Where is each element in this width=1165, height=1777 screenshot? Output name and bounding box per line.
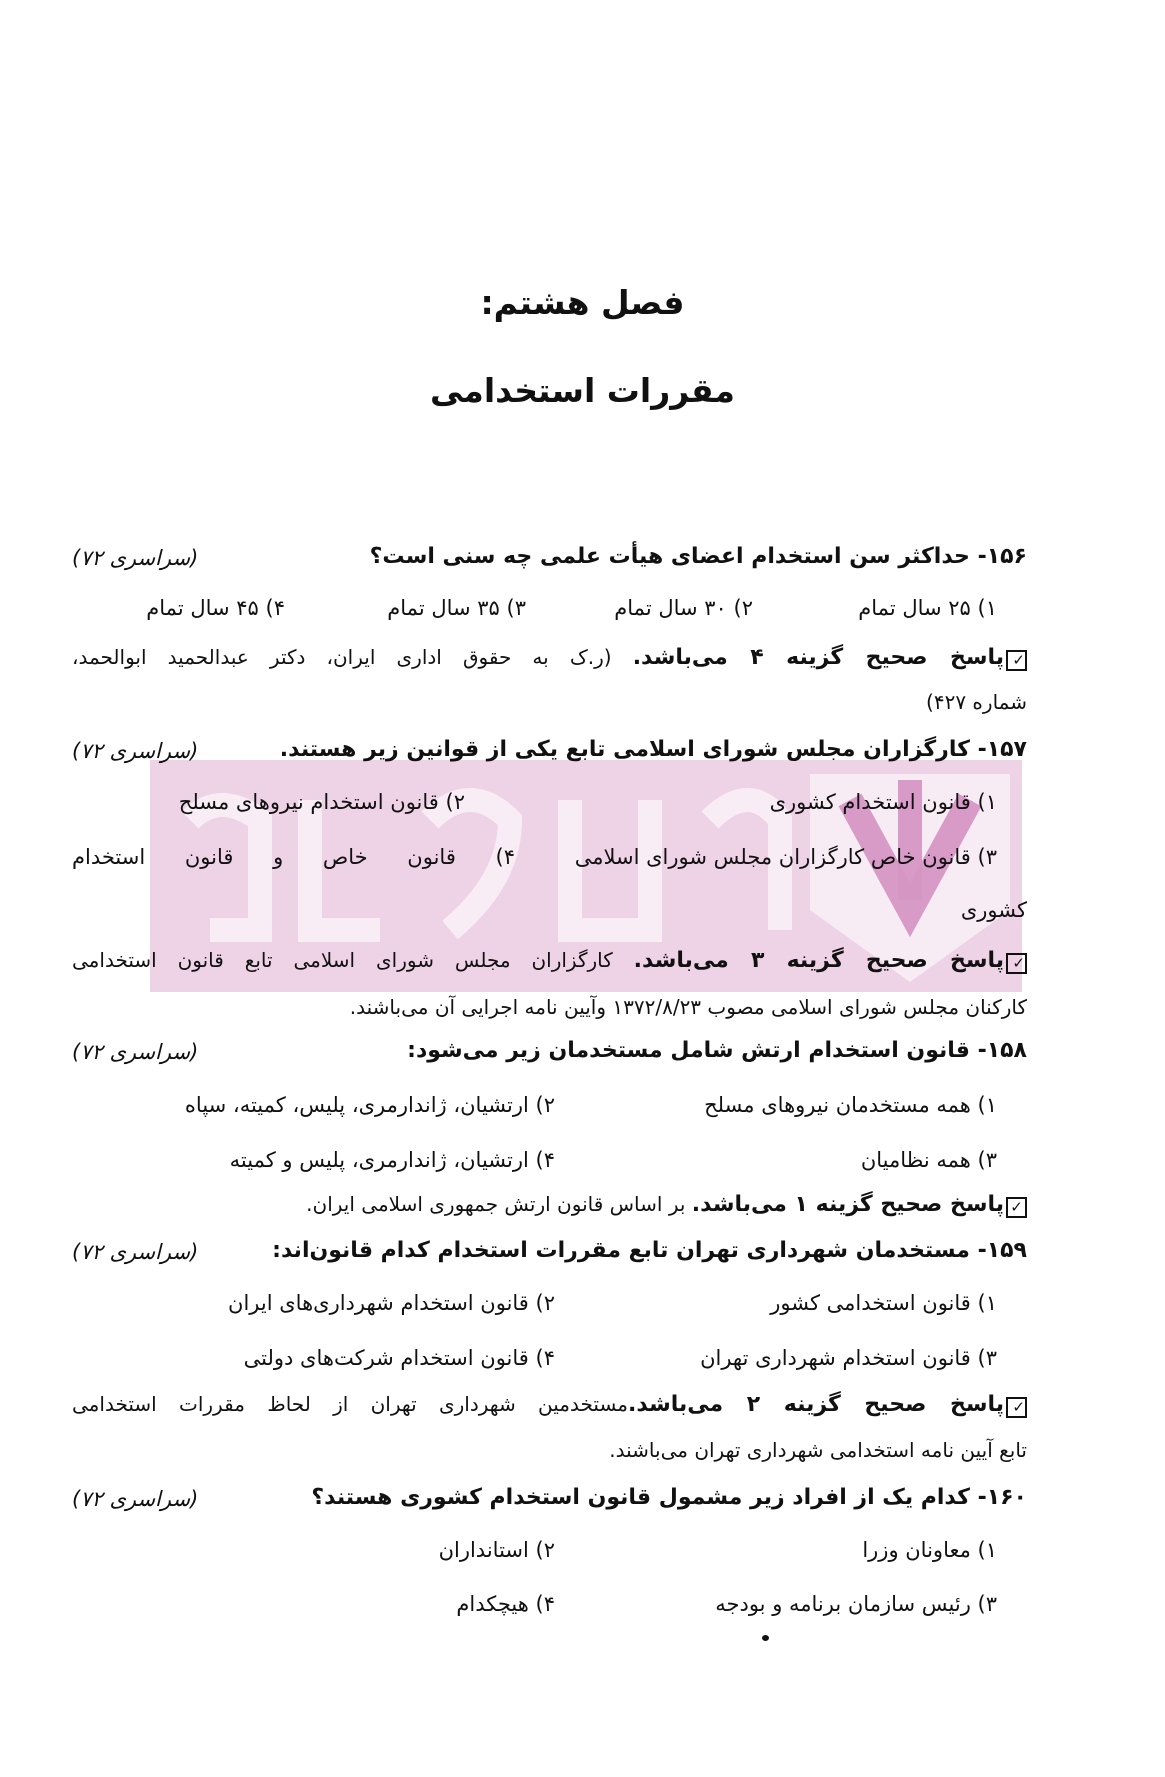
question-source: (سراسری ۷۲) xyxy=(72,1040,199,1064)
answer-156 xyxy=(72,645,1027,671)
option-4: ۴) ارتشیان، ژاندارمری، پلیس و کمیته xyxy=(229,1148,555,1172)
answer-157 xyxy=(72,948,1027,974)
option-3: ۳) قانون استخدام شهرداری تهران xyxy=(700,1346,997,1370)
option-1: ۱) همه مستخدمان نیروهای مسلح xyxy=(704,1093,997,1117)
question-157 xyxy=(72,737,1027,771)
option-3: ۳) قانون خاص کارگزاران مجلس شورای اسلامی xyxy=(574,845,997,869)
question-160 xyxy=(72,1485,1027,1519)
option-3: ۳) همه نظامیان xyxy=(860,1148,997,1172)
question-156 xyxy=(72,544,1027,578)
question-source: (سراسری ۷۲) xyxy=(72,1487,199,1511)
answer-156-line2: شماره ۴۲۷) xyxy=(926,690,1027,714)
answer-159 xyxy=(72,1392,1027,1418)
answer-158 xyxy=(72,1192,1027,1218)
answer-lead: پاسخ صحیح گزینه ۳ می‌باشد. xyxy=(633,948,1004,973)
answer-lead: پاسخ صحیح گزینه ۱ می‌باشد. xyxy=(691,1192,1004,1217)
answer-text: (ر.ک به حقوق اداری ایران، دکتر عبدالحمید ابوالحمد، xyxy=(72,645,633,669)
option-2: ۲) استانداران xyxy=(438,1538,555,1562)
option-4: ۴) هیچکدام xyxy=(456,1592,555,1616)
answer-lead: پاسخ صحیح گزینه ۴ می‌باشد. xyxy=(632,645,1004,670)
option-2: ۲) قانون استخدام شهرداری‌های ایران xyxy=(228,1291,555,1315)
option-3: ۳) رئیس سازمان برنامه و بودجه xyxy=(715,1592,997,1616)
question-text: ۱۵۹- مستخدمان شهرداری تهران تابع مقررات استخدام کدام قانون‌اند: xyxy=(272,1238,1027,1263)
option-1: ۱) قانون استخدام کشوری xyxy=(769,790,997,814)
option-2: ۲) ارتشیان، ژاندارمری، پلیس، کمیته، سپاه xyxy=(184,1093,555,1117)
checkbox-icon: ✓ xyxy=(1006,650,1027,671)
page-dot xyxy=(762,1635,769,1641)
answer-text: مستخدمین شهرداری تهران از لحاظ مقررات استخدامی xyxy=(72,1392,629,1416)
question-source: (سراسری ۷۲) xyxy=(72,1240,199,1264)
question-text: ۱۵۶- حداکثر سن استخدام اعضای هیأت علمی چه سنی است؟ xyxy=(369,544,1027,569)
option-4-continued: کشوری xyxy=(960,898,1027,922)
option-4: ۴) ۴۵ سال تمام xyxy=(146,596,285,620)
checkbox-icon: ✓ xyxy=(1006,1197,1027,1218)
answer-lead: پاسخ صحیح گزینه ۲ می‌باشد. xyxy=(628,1392,1004,1417)
option-1: ۱) معاونان وزرا xyxy=(862,1538,997,1562)
option-2: ۲) ۳۰ سال تمام xyxy=(614,596,753,620)
option-2: ۲) قانون استخدام نیروهای مسلح xyxy=(178,790,465,814)
checkbox-icon: ✓ xyxy=(1006,953,1027,974)
option-4: ۴) قانون خاص و قانون استخدام xyxy=(72,845,515,869)
answer-text: بر اساس قانون ارتش جمهوری اسلامی ایران. xyxy=(306,1192,692,1216)
question-source: (سراسری ۷۲) xyxy=(72,546,199,570)
answer-159-line2: تابع آیین نامه استخدامی شهرداری تهران می‌باشند. xyxy=(609,1438,1027,1462)
chapter-subtitle: مقررات استخدامی xyxy=(430,371,735,410)
question-159 xyxy=(72,1238,1027,1272)
option-1: ۱) قانون استخدامی کشور xyxy=(770,1291,997,1315)
chapter-title: فصل هشتم: xyxy=(480,283,685,322)
question-source: (سراسری ۷۲) xyxy=(72,739,199,763)
question-158 xyxy=(72,1038,1027,1072)
question-text: ۱۵۷- کارگزاران مجلس شورای اسلامی تابع یکی از قوانین زیر هستند. xyxy=(279,737,1027,762)
option-4: ۴) قانون استخدام شرکت‌های دولتی xyxy=(243,1346,555,1370)
answer-text: کارگزاران مجلس شورای اسلامی تابع قانون استخدامی xyxy=(72,948,634,972)
checkbox-icon: ✓ xyxy=(1006,1397,1027,1418)
option-3: ۳) ۳۵ سال تمام xyxy=(387,596,526,620)
question-text: ۱۵۸- قانون استخدام ارتش شامل مستخدمان زیر می‌شود: xyxy=(407,1038,1027,1063)
question-text: ۱۶۰- کدام یک از افراد زیر مشمول قانون استخدام کشوری هستند؟ xyxy=(311,1485,1027,1510)
option-1: ۱) ۲۵ سال تمام xyxy=(858,596,997,620)
answer-157-line2: کارکنان مجلس شورای اسلامی مصوب ۱۳۷۲/۸/۲۳ وآیین نامه اجرایی آن می‌باشند. xyxy=(349,995,1027,1019)
